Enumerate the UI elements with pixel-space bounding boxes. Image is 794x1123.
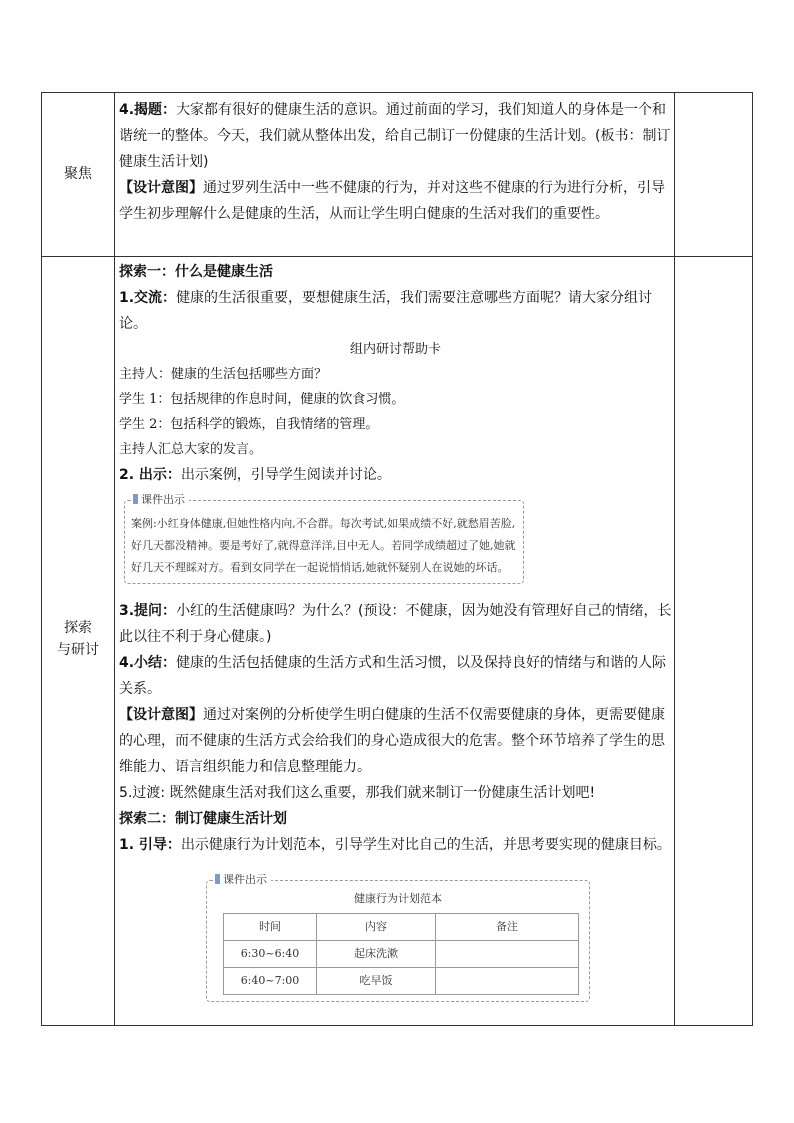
help-card-line: 主持人：健康的生活包括哪些方面？	[119, 367, 328, 382]
help-card-line: 学生 2：包括科学的锻炼，自我情绪的管理。	[119, 417, 379, 432]
row-label-focus: 聚焦	[64, 166, 92, 182]
plan-header-row	[224, 914, 579, 941]
case-text: 案例:小红身体健康,但她性格内向,不合群。每次考试,如果成绩不好,就愁眉苦脸,好几天都没精神。要是考好了,就得意洋洋,目中无人。若同学成绩超过了她,她就好几天不理睬对方。看到女同学在一起说悄悄话,她就怀疑别人在说她的坏话。	[131, 517, 516, 574]
row-label-explore: 探索 与研讨	[57, 620, 99, 658]
exchange-paragraph: 1.交流：健康的生活很重要，要想健康生活，我们需要注意哪些方面呢？请大家分组讨论。	[119, 290, 653, 332]
row-content-focus	[119, 97, 672, 227]
plan-cell-time: 6:30~6:40	[224, 941, 317, 968]
reveal-topic-paragraph: 4.揭题：大家都有很好的健康生活的意识。通过前面的学习，我们知道人的身体是一个和谐统一的整体。今天，我们就从整体出发，给自己制订一份健康的生活计划。(板书：制订健康生活计划)	[119, 102, 671, 170]
plan-cell-content: 起床洗漱	[317, 941, 436, 968]
ask-paragraph: 3.提问：小红的生活健康吗？为什么？(预设：不健康，因为她没有管理好自己的情绪，长此以往不利于身心健康。)	[119, 603, 672, 645]
plan-cell-content: 吃早饭	[317, 968, 436, 995]
plan-cell-note	[436, 968, 579, 995]
plan-slide-box	[206, 873, 590, 1002]
help-card-title: 组内研讨帮助卡	[349, 342, 441, 357]
show-paragraph: 2. 出示：出示案例，引导学生阅读并讨论。	[119, 467, 391, 483]
row-divider	[42, 256, 752, 257]
design-intent-paragraph-2: 【设计意图】通过对案例的分析使学生明白健康的生活不仅需要健康的身体，更需要健康的心理，而不健康的生活方式会给我们的身心造成很大的危害。整个环节培养了学生的思维能力、语言组织能力和信息整理能力。	[119, 707, 665, 775]
help-card-line: 主持人汇总大家的发言。	[119, 442, 263, 457]
explore-one-title: 探索一：什么是健康生活	[119, 264, 273, 280]
plan-header-content: 内容	[317, 914, 436, 941]
help-card-line: 学生 1：包括规律的作息时间，健康的饮食习惯。	[119, 392, 405, 407]
plan-header-time: 时间	[224, 914, 317, 941]
plan-slide-tag: 课件出示	[213, 872, 271, 888]
plan-header-note: 备注	[436, 914, 579, 941]
lesson-plan-table	[41, 92, 753, 1026]
plan-title: 健康行为计划范本	[354, 892, 442, 905]
plan-cell-time: 6:40~7:00	[224, 968, 317, 995]
explore-two-title: 探索二：制订健康生活计划	[119, 811, 287, 827]
column-divider-left	[114, 93, 115, 1025]
table-row	[224, 968, 579, 995]
row-content-explore	[119, 259, 672, 1002]
case-slide-tag: 课件出示	[131, 492, 189, 508]
design-intent-paragraph: 【设计意图】通过罗列生活中一些不健康的行为，并对这些不健康的行为进行分析，引导学生初步理解什么是健康的生活，从而让学生明白健康的生活对我们的重要性。	[119, 180, 665, 222]
transition-paragraph: 5.过渡: 既然健康生活对我们这么重要，那我们就来制订一份健康生活计划吧!	[119, 785, 596, 801]
case-slide-box	[124, 493, 524, 584]
plan-cell-note	[436, 941, 579, 968]
column-divider-right	[674, 93, 675, 1025]
guide-paragraph: 1. 引导：出示健康行为计划范本，引导学生对比自己的生活，并思考要实现的健康目标。	[119, 837, 671, 853]
plan-table	[223, 913, 579, 995]
summary-paragraph: 4.小结：健康的生活包括健康的生活方式和生活习惯，以及保持良好的情绪与和谐的人际关系。	[119, 655, 667, 697]
table-row	[224, 941, 579, 968]
